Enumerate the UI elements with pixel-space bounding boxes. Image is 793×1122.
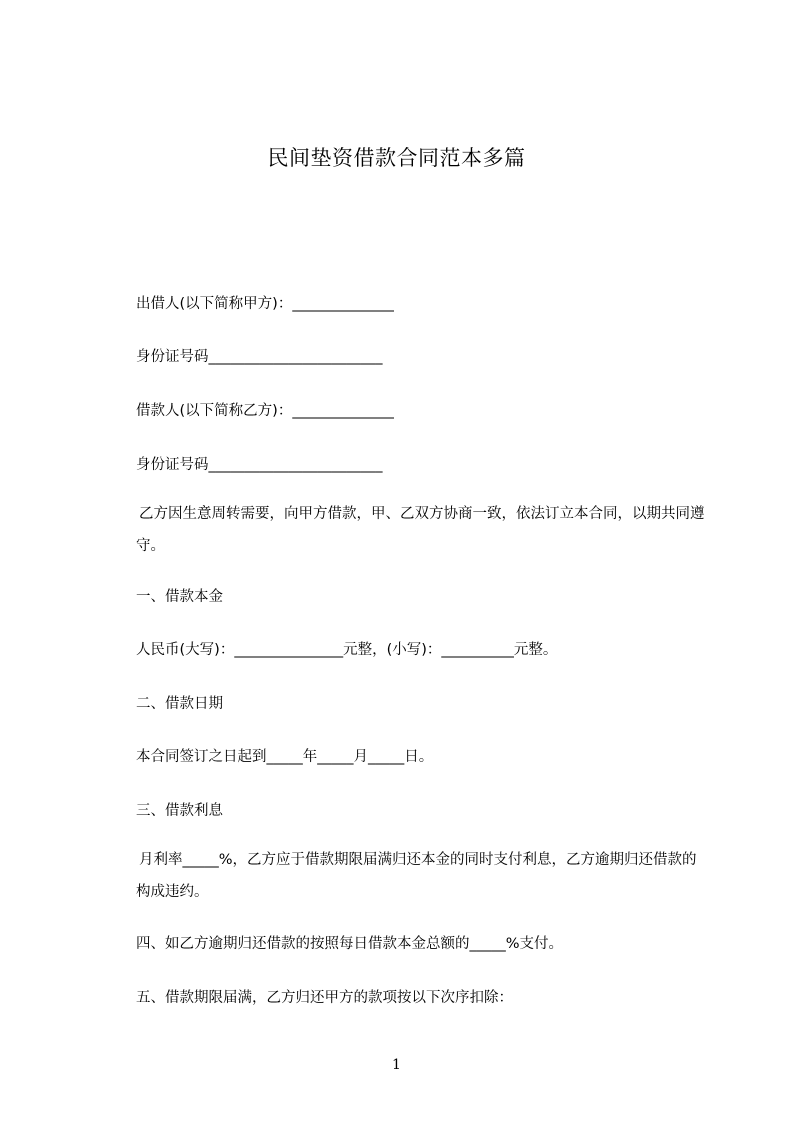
section1-heading: 一、借款本金 bbox=[136, 589, 223, 605]
section5-text: 五、借款期限届满，乙方归还甲方的款项按以下次序扣除： bbox=[136, 990, 513, 1006]
section1-text: 人民币(大写)：_______________元整，(小写)：__________元整。 bbox=[136, 642, 558, 658]
borrower-id-line: 身份证号码________________________ bbox=[136, 457, 383, 473]
borrower-line: 借款人(以下简称乙方)：______________ bbox=[136, 403, 394, 419]
section2-text: 本合同签订之日起到_____年_____月_____日。 bbox=[136, 749, 434, 765]
lender-id-line: 身份证号码________________________ bbox=[136, 349, 383, 365]
section3-heading: 三、借款利息 bbox=[136, 803, 223, 819]
section2-heading: 二、借款日期 bbox=[136, 696, 223, 712]
document-title: 民间垫资借款合同范本多篇 bbox=[267, 146, 526, 170]
lender-line: 出借人(以下简称甲方)：______________ bbox=[136, 296, 394, 312]
page-number: 1 bbox=[392, 1057, 401, 1073]
intro-paragraph: 乙方因生意周转需要，向甲方借款，甲、乙双方协商一致，依法订立本合同，以期共同遵守。 bbox=[136, 506, 705, 554]
section4-text: 四、如乙方逾期归还借款的按照每日借款本金总额的_____%支付。 bbox=[136, 936, 564, 952]
section3-paragraph: 月利率_____%，乙方应于借款期限届满归还本金的同时支付利息，乙方逾期归还借款的构成违约。 bbox=[136, 852, 697, 900]
